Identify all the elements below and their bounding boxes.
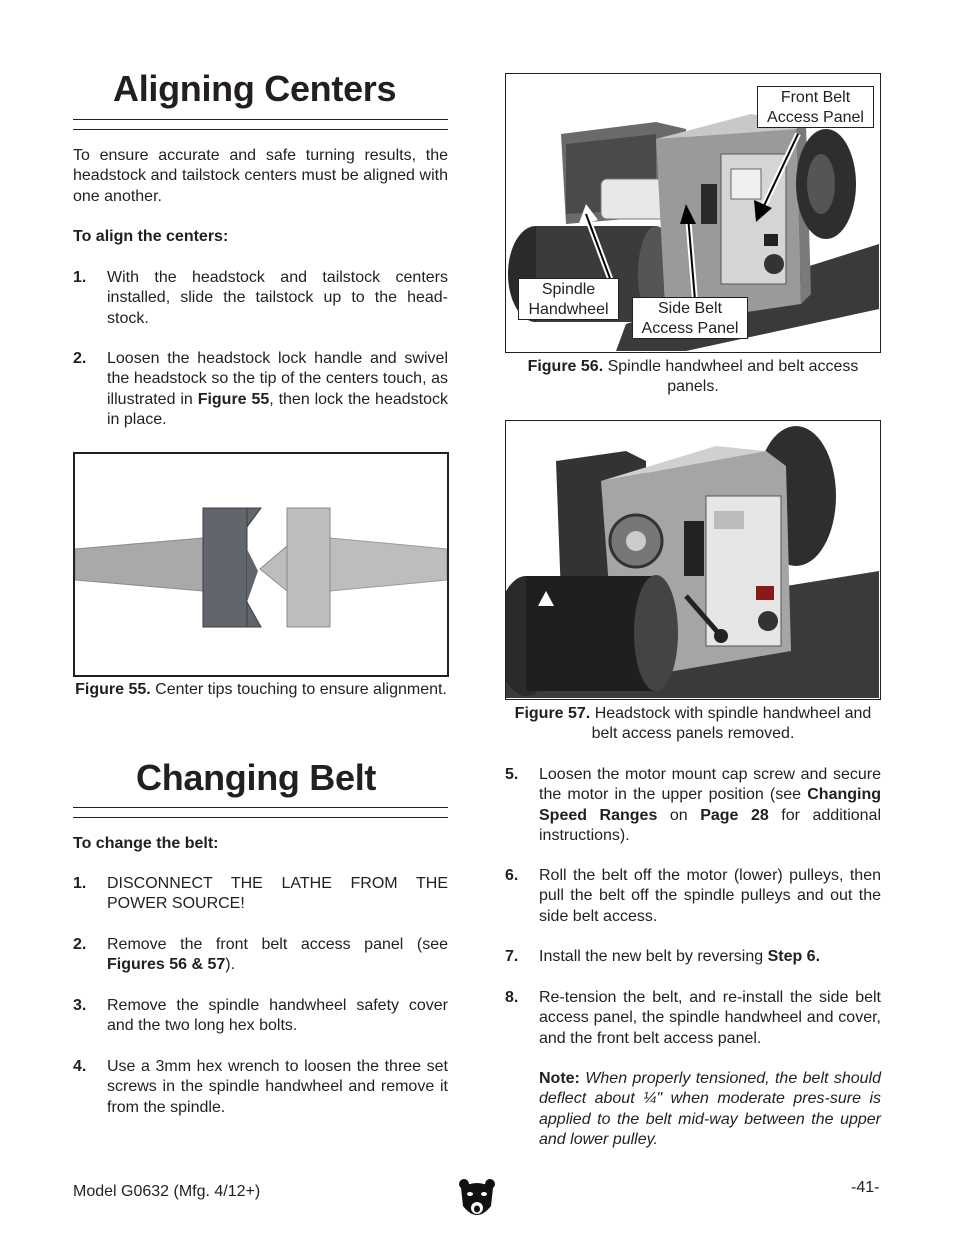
- step-number: 1.: [73, 269, 87, 286]
- figure-56-caption: Figure 56. Spindle handwheel and belt access panels.: [527, 358, 859, 396]
- headstock-center-taper: [75, 538, 203, 591]
- step-text: Roll the belt off the motor (lower) pulleys, then pull the belt off the spindle pulleys and out the side belt access.: [539, 867, 881, 925]
- title-rule-bottom: [73, 817, 448, 818]
- headstock-center-tip: [247, 527, 258, 602]
- step-number: 7.: [505, 948, 519, 965]
- center-alignment-diagram: [75, 454, 447, 675]
- step-text: Remove the spindle handwheel safety cover and the two long hex bolts.: [107, 997, 448, 1035]
- figure-55-image: [73, 452, 449, 677]
- note-paragraph: Note: When properly tensioned, the belt should deflect about ¼" when moderate pres-sure is applied to the belt mid-way between the upper and lower pulley.: [539, 1070, 881, 1149]
- figure-55-caption: Figure 55. Center tips touching to ensure alignment.: [75, 681, 447, 698]
- step-text: Use a 3mm hex wrench to loosen the three set screws in the spindle handwheel and remove it from the spindle.: [107, 1058, 448, 1116]
- title-rule-top: [73, 119, 448, 120]
- callout-spindle-handwheel: Spindle Handwheel: [518, 278, 619, 320]
- title-rule-bottom: [73, 129, 448, 130]
- headstock-center-body: [203, 508, 247, 627]
- tailstock-center-tip: [260, 546, 287, 591]
- intro-paragraph: To ensure accurate and safe turning results, the headstock and tailstock centers must be aligned with one another.: [73, 147, 448, 205]
- step-text: Loosen the motor mount cap screw and secure the motor in the upper position (see Changing Speed Ranges on Page 28 for additional instructions).: [539, 766, 882, 845]
- figure-57-photo: [505, 420, 881, 700]
- step-text: DISCONNECT THE LATHE FROM THE POWER SOURCE!: [107, 875, 448, 913]
- step-number: 4.: [73, 1058, 87, 1075]
- tailstock-center-taper: [330, 538, 447, 591]
- step-number: 6.: [505, 867, 519, 884]
- step-number: 5.: [505, 766, 519, 783]
- footer-page-number: -41-: [851, 1179, 880, 1196]
- step-text: Install the new belt by reversing Step 6.: [539, 948, 821, 965]
- belt-heading: To change the belt:: [73, 835, 219, 852]
- section-title-aligning-centers: Aligning Centers: [113, 68, 397, 109]
- headstock-panels-removed-photo: [506, 421, 879, 698]
- step-text: Re-tension the belt, and re-install the side belt access panel, the spindle handwheel and cover, and the front belt access panel.: [539, 989, 881, 1047]
- callout-front-belt-panel: Front Belt Access Panel: [757, 86, 874, 128]
- step-number: 2.: [73, 350, 87, 367]
- step-number: 3.: [73, 997, 87, 1014]
- step-number: 8.: [505, 989, 519, 1006]
- step-text: Loosen the headstock lock handle and swivel the headstock so the tip of the centers touch, as illustrated in Figure 55, then lock the headstock in place.: [107, 350, 448, 429]
- bear-logo-icon: [458, 1178, 496, 1222]
- align-heading: To align the centers:: [73, 228, 229, 245]
- step-text: With the headstock and tailstock centers installed, slide the tailstock up to the head-stock.: [107, 269, 448, 327]
- title-rule-top: [73, 807, 448, 808]
- callout-side-belt-panel: Side Belt Access Panel: [632, 297, 748, 339]
- footer-model: Model G0632 (Mfg. 4/12+): [73, 1183, 261, 1200]
- figure-57-caption: Figure 57. Headstock with spindle handwheel and belt access panels removed.: [514, 705, 872, 743]
- step-number: 1.: [73, 875, 87, 892]
- step-text: Remove the front belt access panel (see Figures 56 & 57).: [107, 936, 448, 974]
- tailstock-center-body: [287, 508, 330, 627]
- step-number: 2.: [73, 936, 87, 953]
- section-title-changing-belt: Changing Belt: [136, 757, 377, 798]
